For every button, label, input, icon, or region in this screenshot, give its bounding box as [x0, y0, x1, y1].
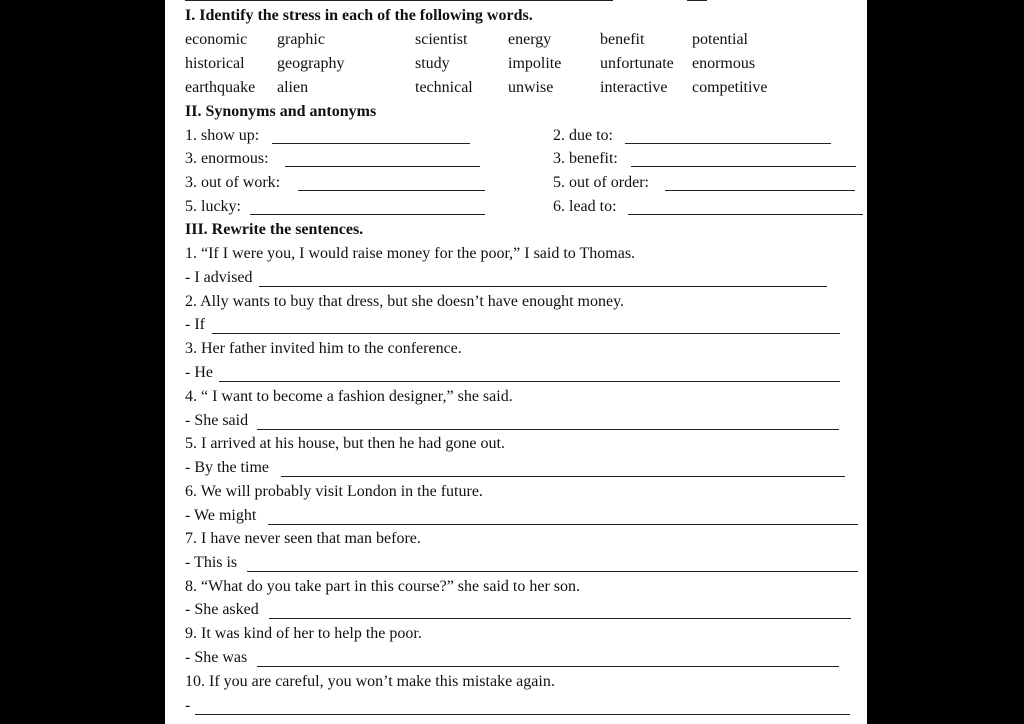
- answer-blank[interactable]: [247, 571, 858, 572]
- word-cell: alien: [277, 79, 309, 96]
- top-cut-mark: [687, 0, 707, 1]
- rewrite-sentence: 9. It was kind of her to help the poor.: [185, 625, 422, 642]
- word-cell: unfortunate: [600, 55, 674, 72]
- word-cell: benefit: [600, 31, 645, 48]
- rewrite-sentence: 7. I have never seen that man before.: [185, 530, 421, 547]
- rewrite-prompt: - We might: [185, 507, 257, 524]
- answer-blank[interactable]: [259, 286, 827, 287]
- answer-blank[interactable]: [625, 143, 831, 144]
- top-cut-line: [185, 0, 613, 1]
- section2-heading: II. Synonyms and antonyms: [185, 103, 377, 120]
- rewrite-prompt: - I advised: [185, 269, 253, 286]
- answer-blank[interactable]: [257, 666, 839, 667]
- rewrite-prompt: - By the time: [185, 459, 269, 476]
- word-cell: competitive: [692, 79, 768, 96]
- word-cell: study: [415, 55, 450, 72]
- rewrite-prompt: - If: [185, 316, 205, 333]
- word-cell: potential: [692, 31, 748, 48]
- rewrite-sentence: 2. Ally wants to buy that dress, but she doesn’t have enought money.: [185, 293, 625, 310]
- word-cell: geography: [277, 55, 345, 72]
- section1-heading: I. Identify the stress in each of the following words.: [185, 7, 533, 24]
- rewrite-prompt: - She said: [185, 412, 249, 429]
- rewrite-prompt: -: [185, 697, 191, 714]
- word-cell: enormous: [692, 55, 756, 72]
- rewrite-sentence: 3. Her father invited him to the conference.: [185, 340, 462, 357]
- answer-blank[interactable]: [219, 381, 840, 382]
- answer-blank[interactable]: [298, 190, 485, 191]
- synonym-label: 3. benefit:: [553, 150, 618, 167]
- word-cell: scientist: [415, 31, 468, 48]
- answer-blank[interactable]: [272, 143, 470, 144]
- word-cell: impolite: [508, 55, 562, 72]
- synonym-label: 5. out of order:: [553, 174, 649, 191]
- rewrite-sentence: 5. I arrived at his house, but then he had gone out.: [185, 435, 505, 452]
- answer-blank[interactable]: [212, 333, 840, 334]
- answer-blank[interactable]: [268, 524, 858, 525]
- rewrite-prompt: - This is: [185, 554, 238, 571]
- word-cell: interactive: [600, 79, 668, 96]
- answer-blank[interactable]: [665, 190, 855, 191]
- rewrite-sentence: 6. We will probably visit London in the future.: [185, 483, 483, 500]
- synonym-label: 3. enormous:: [185, 150, 269, 167]
- answer-blank[interactable]: [628, 214, 863, 215]
- worksheet-page: [165, 0, 867, 724]
- word-cell: graphic: [277, 31, 325, 48]
- word-cell: unwise: [508, 79, 554, 96]
- rewrite-sentence: 1. “If I were you, I would raise money for the poor,” I said to Thomas.: [185, 245, 636, 262]
- word-cell: energy: [508, 31, 552, 48]
- synonym-label: 6. lead to:: [553, 198, 617, 215]
- rewrite-sentence: 4. “ I want to become a fashion designer,” she said.: [185, 388, 513, 405]
- word-cell: technical: [415, 79, 473, 96]
- word-cell: economic: [185, 31, 248, 48]
- answer-blank[interactable]: [285, 166, 480, 167]
- answer-blank[interactable]: [631, 166, 856, 167]
- rewrite-prompt: - He: [185, 364, 213, 381]
- rewrite-prompt: - She asked: [185, 601, 259, 618]
- answer-blank[interactable]: [195, 714, 850, 715]
- section3-heading: III. Rewrite the sentences.: [185, 221, 364, 238]
- answer-blank[interactable]: [257, 429, 839, 430]
- word-cell: earthquake: [185, 79, 256, 96]
- rewrite-sentence: 10. If you are careful, you won’t make this mistake again.: [185, 673, 555, 690]
- rewrite-prompt: - She was: [185, 649, 248, 666]
- synonym-label: 1. show up:: [185, 127, 260, 144]
- synonym-label: 2. due to:: [553, 127, 613, 144]
- rewrite-sentence: 8. “What do you take part in this course?” she said to her son.: [185, 578, 580, 595]
- answer-blank[interactable]: [281, 476, 845, 477]
- synonym-label: 5. lucky:: [185, 198, 241, 215]
- synonym-label: 3. out of work:: [185, 174, 281, 191]
- answer-blank[interactable]: [250, 214, 485, 215]
- word-cell: historical: [185, 55, 245, 72]
- answer-blank[interactable]: [269, 618, 851, 619]
